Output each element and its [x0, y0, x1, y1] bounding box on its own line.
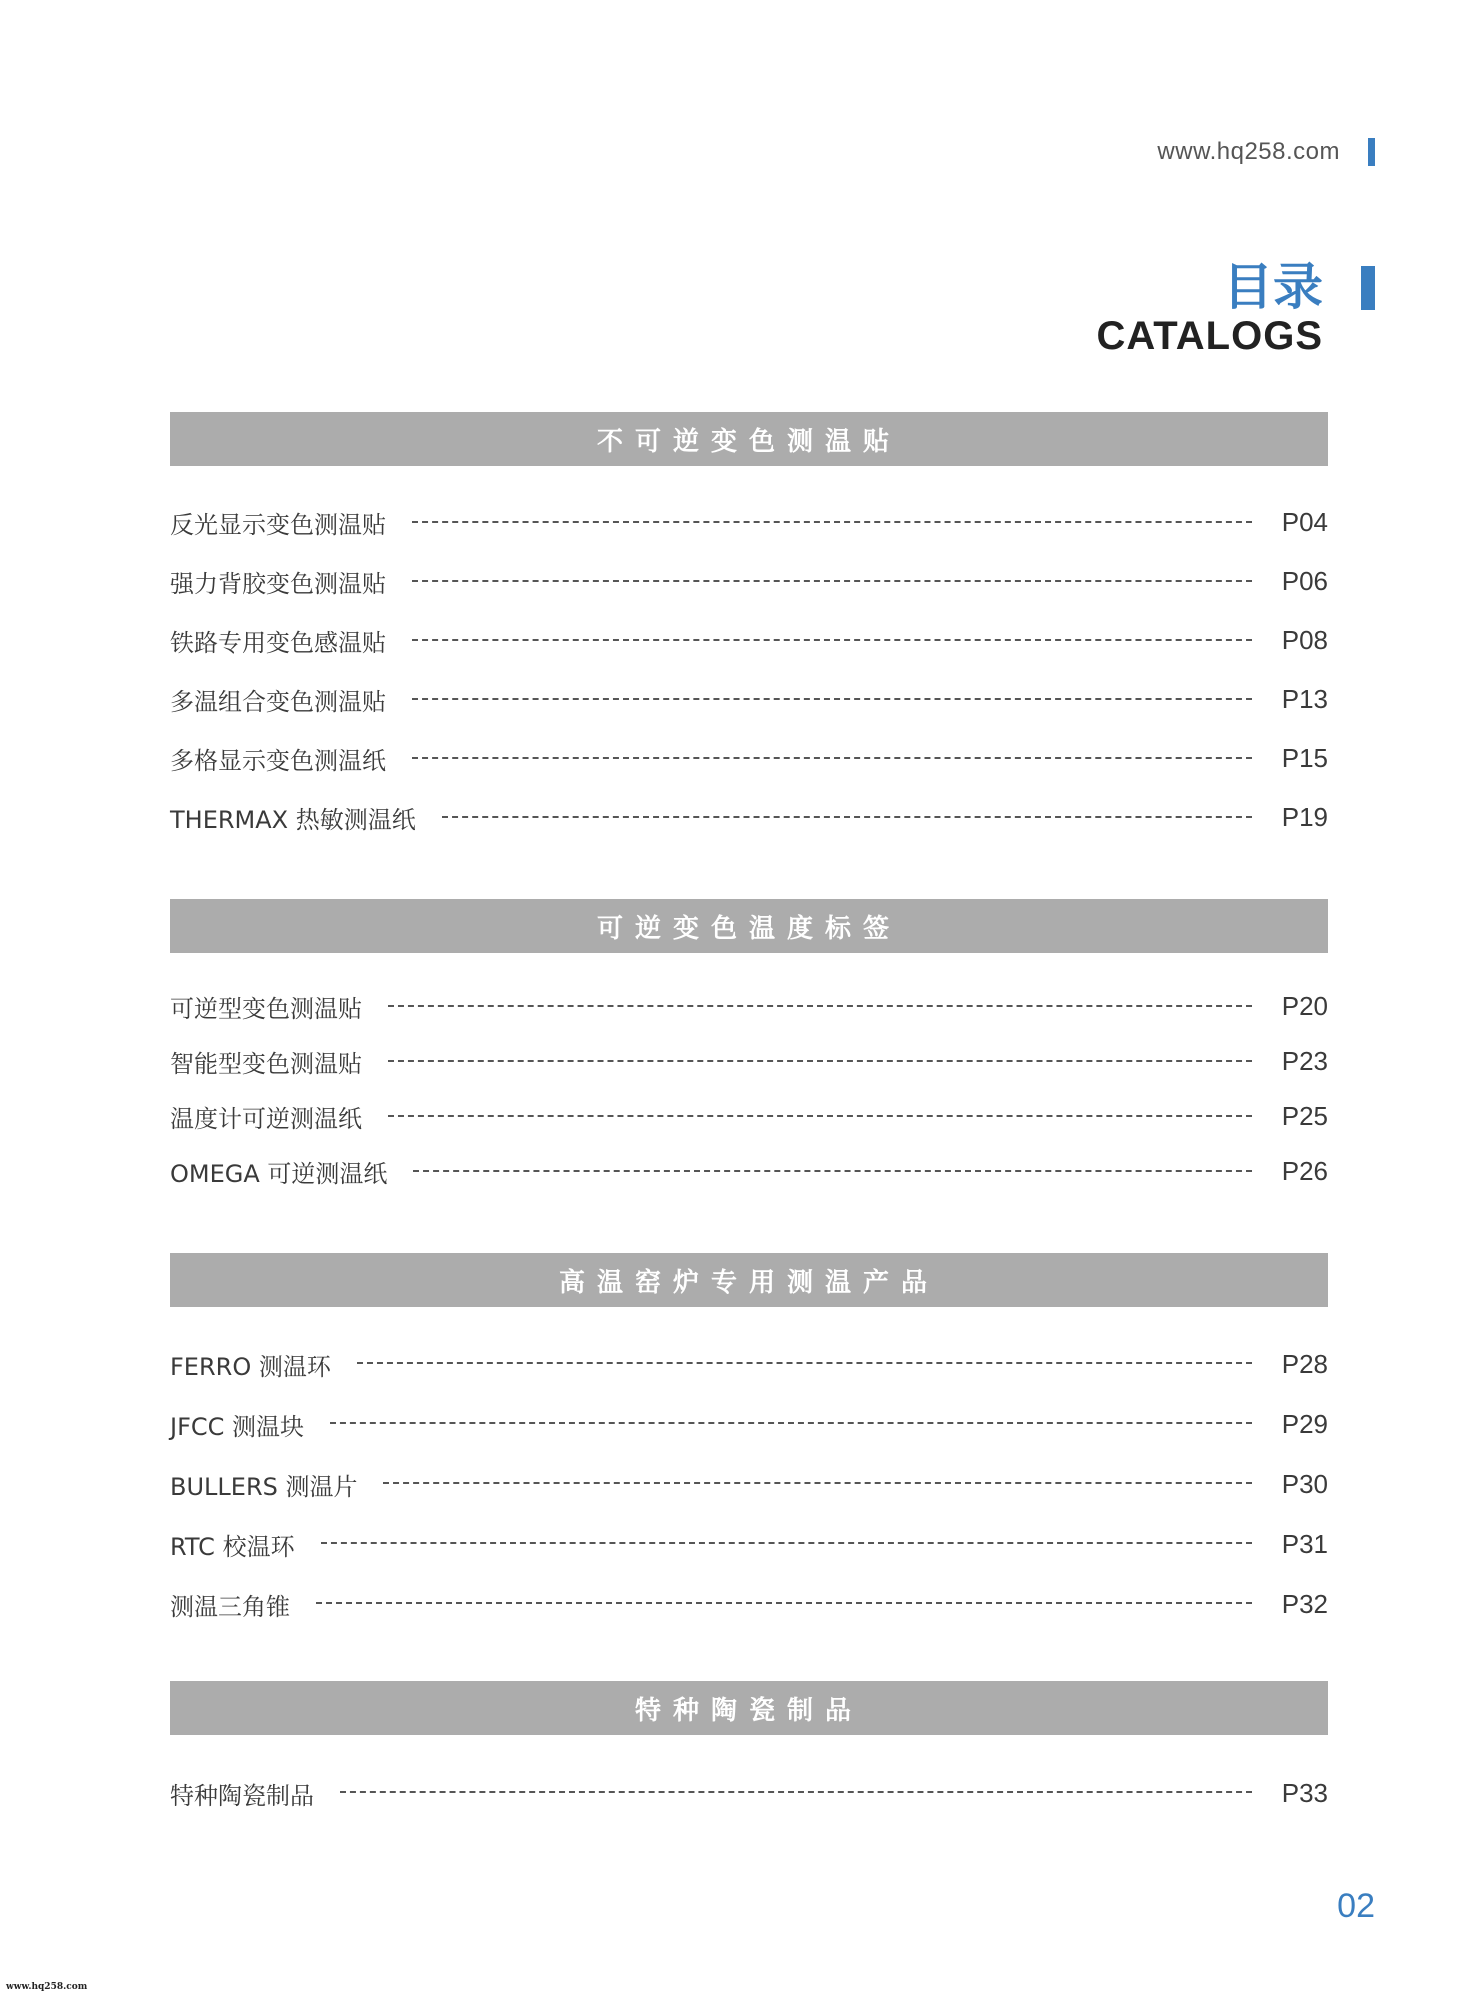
toc-entry[interactable] — [170, 611, 1328, 670]
dot-leader — [413, 1170, 1252, 1172]
toc-entry[interactable] — [170, 979, 1328, 1034]
dot-leader — [412, 757, 1252, 759]
toc-entry[interactable] — [170, 670, 1328, 729]
entry-page: P15 — [1281, 743, 1328, 773]
entry-label: THERMAX 热敏测温纸 — [170, 806, 416, 834]
toc-entry[interactable] — [170, 729, 1328, 788]
entry-page: P30 — [1281, 1468, 1328, 1499]
dot-leader — [330, 1422, 1252, 1424]
toc-entry[interactable] — [170, 1454, 1328, 1514]
section-header: 特种陶瓷制品 — [170, 1681, 1328, 1735]
section-header: 可逆变色温度标签 — [170, 899, 1328, 953]
toc-entry[interactable] — [170, 1089, 1328, 1144]
dot-leader — [388, 1005, 1252, 1007]
dot-leader — [340, 1791, 1252, 1793]
entry-label: 多格显示变色测温纸 — [170, 747, 386, 775]
url-accent-bar — [1368, 138, 1375, 166]
toc-entry[interactable] — [170, 1034, 1328, 1089]
toc-entry[interactable] — [170, 1763, 1328, 1823]
entry-page: P33 — [1281, 1777, 1328, 1808]
entry-page: P32 — [1281, 1588, 1328, 1619]
dot-leader — [412, 521, 1252, 523]
entry-label: 测温三角锥 — [170, 1592, 290, 1621]
entry-page: P25 — [1281, 1101, 1328, 1131]
title-accent-bar — [1361, 266, 1375, 310]
section-irreversible — [170, 412, 1328, 847]
entry-label: 智能型变色测温贴 — [170, 1050, 362, 1078]
section-ceramics — [170, 1681, 1328, 1823]
entry-page: P13 — [1281, 684, 1328, 714]
entry-page: P06 — [1281, 566, 1328, 596]
entry-page: P26 — [1281, 1156, 1328, 1186]
entry-label: JFCC 测温块 — [170, 1412, 305, 1441]
section-reversible — [170, 899, 1328, 1199]
entry-page: P19 — [1281, 802, 1328, 832]
entry-label: RTC 校温环 — [170, 1532, 295, 1561]
website-url: www.hq258.com — [1157, 138, 1340, 165]
dot-leader — [412, 580, 1252, 582]
section-kiln — [170, 1253, 1328, 1634]
entry-page: P08 — [1281, 625, 1328, 655]
entry-label: OMEGA 可逆测温纸 — [170, 1160, 388, 1188]
toc-entry[interactable] — [170, 493, 1328, 552]
dot-leader — [316, 1602, 1252, 1604]
dot-leader — [412, 698, 1252, 700]
entry-page: P29 — [1281, 1408, 1328, 1439]
entry-label: 铁路专用变色感温贴 — [170, 629, 386, 657]
catalog-title-cn: 目录 — [1223, 258, 1323, 316]
entry-page: P28 — [1281, 1348, 1328, 1379]
toc-entry[interactable] — [170, 552, 1328, 611]
section-header: 不可逆变色测温贴 — [170, 412, 1328, 466]
entry-label: 特种陶瓷制品 — [170, 1781, 314, 1810]
page-number: 02 — [1337, 1887, 1375, 1925]
entry-page: P23 — [1281, 1046, 1328, 1076]
entry-label: FERRO 测温环 — [170, 1352, 331, 1381]
entry-label: BULLERS 测温片 — [170, 1472, 358, 1501]
toc-entry[interactable] — [170, 1394, 1328, 1454]
entry-label: 可逆型变色测温贴 — [170, 995, 362, 1023]
toc-entry[interactable] — [170, 1514, 1328, 1574]
dot-leader — [388, 1115, 1252, 1117]
toc-entry[interactable] — [170, 1574, 1328, 1634]
dot-leader — [321, 1542, 1252, 1544]
dot-leader — [383, 1482, 1252, 1484]
dot-leader — [388, 1060, 1252, 1062]
entry-page: P04 — [1281, 507, 1328, 537]
dot-leader — [412, 639, 1252, 641]
dot-leader — [357, 1362, 1252, 1364]
catalog-title-en: CATALOGS — [1096, 314, 1323, 358]
entry-page: P31 — [1281, 1528, 1328, 1559]
footer-watermark: www.hq258.com — [6, 1982, 88, 1992]
dot-leader — [442, 816, 1252, 818]
toc-entry[interactable] — [170, 1144, 1328, 1199]
entry-page: P20 — [1281, 991, 1328, 1021]
toc-entry[interactable] — [170, 788, 1328, 847]
section-header: 高温窑炉专用测温产品 — [170, 1253, 1328, 1307]
entry-label: 多温组合变色测温贴 — [170, 688, 386, 716]
toc-entry[interactable] — [170, 1334, 1328, 1394]
entry-label: 反光显示变色测温贴 — [170, 511, 386, 539]
entry-label: 温度计可逆测温纸 — [170, 1105, 362, 1133]
entry-label: 强力背胶变色测温贴 — [170, 570, 386, 598]
